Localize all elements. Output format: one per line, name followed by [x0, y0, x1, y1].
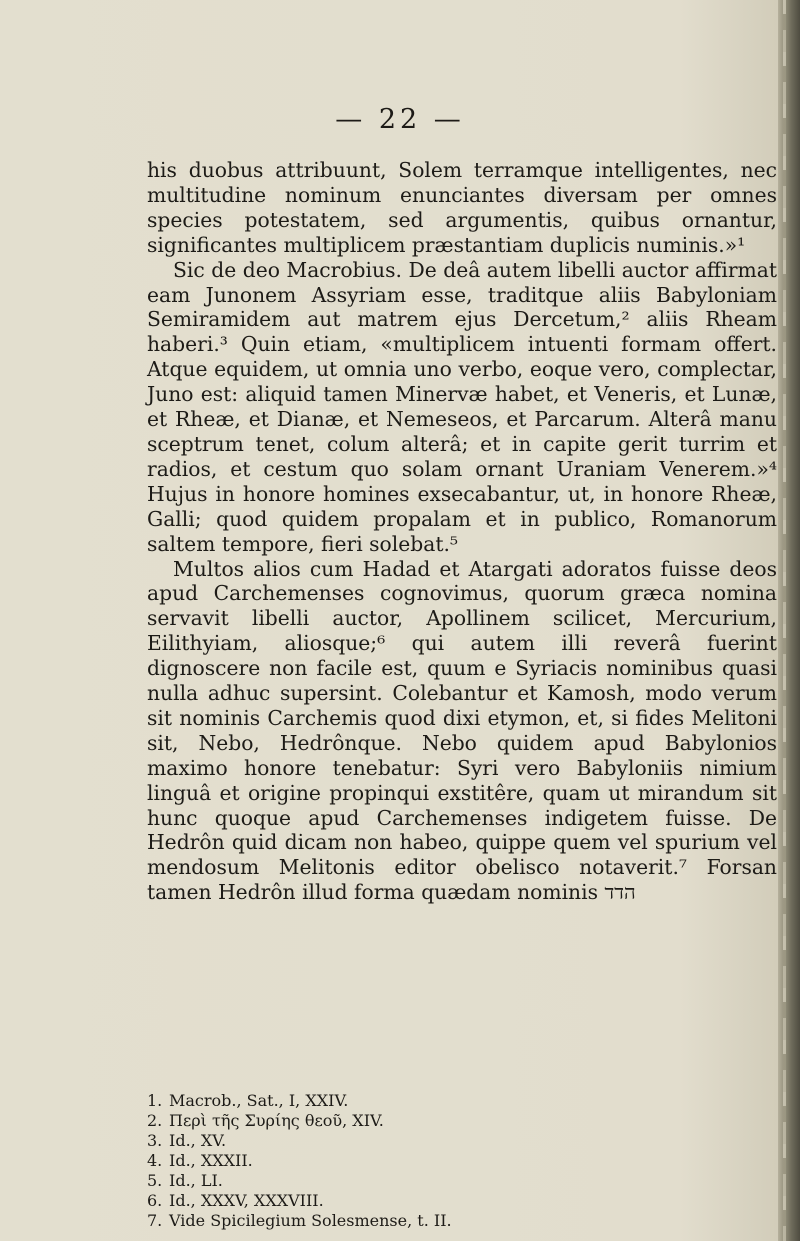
- book-binding-edge: [778, 0, 800, 1241]
- footnote-number: 1.: [147, 1091, 163, 1110]
- footnote-1: [147, 1091, 707, 1111]
- footnote-text: Περὶ τῆς Συρίης θεοῦ, XIV.: [169, 1111, 384, 1130]
- footnote-5: [147, 1171, 707, 1191]
- footnote-number: 4.: [147, 1151, 163, 1170]
- footnote-text: Id., XXXII.: [169, 1151, 253, 1170]
- paragraph-3: Multos alios cum Hadad et Atargati adoratos fuisse deos apud Carchemenses cognovimus, quorum græca nomina servavit libelli auctor, Apollinem scilicet, Mercurium, Eilithyiam, aliosque;⁶ qui autem illi reverâ fuerint dignoscere non facile est, quum e Syriacis nominibus quasi nulla adhuc supersint. Colebantur et Kamosh, modo verum sit nominis Carchemis quod dixi etymon, et, si fides Melitoni sit, Nebo, Hedrônque. Nebo quidem apud Babylonios maximo honore tenebatur: Syri vero Babyloniis nimium linguâ et origine propinqui exstitêre, quam ut mirandum sit hunc quoque apud Carchemenses indigetem fuisse. De Hedrôn quid dicam non habeo, quippe quem vel spurium vel mendosum Melitonis editor obelisco notaverit.⁷ Forsan tamen Hedrôn illud forma quædam nominis הדד: [147, 556, 777, 905]
- footnote-7: [147, 1211, 707, 1231]
- footnotes: [147, 1091, 707, 1231]
- footnote-4: [147, 1151, 707, 1171]
- footnote-text: Macrob., Sat., I, XXIV.: [169, 1091, 349, 1110]
- footnote-2: [147, 1111, 707, 1131]
- page-number: — 22 —: [335, 104, 465, 135]
- footnote-6: [147, 1191, 707, 1211]
- paragraph-1: his duobus attribuunt, Solem terramque intelligentes, nec multitudine nominum enunciantes diversam per omnes species potestatem, sed argumentis, quibus ornantur, significantes multiplicem præstantiam duplicis numinis.»¹: [147, 158, 777, 257]
- footnote-text: Id., XXXV, XXXVIII.: [169, 1191, 324, 1210]
- footnote-3: [147, 1131, 707, 1151]
- footnote-number: 7.: [147, 1211, 163, 1230]
- footnote-number: 2.: [147, 1111, 163, 1130]
- footnote-number: 6.: [147, 1191, 163, 1210]
- body-text: [147, 158, 777, 905]
- footnote-number: 5.: [147, 1171, 163, 1190]
- footnote-number: 3.: [147, 1131, 163, 1150]
- footnote-text: Vide Spicilegium Solesmense, t. II.: [169, 1211, 452, 1230]
- paragraph-2: Sic de deo Macrobius. De deâ autem libelli auctor affirmat eam Junonem Assyriam esse, traditque aliis Babyloniam Semiramidem aut matrem ejus Dercetum,² aliis Rheam haberi.³ Quin etiam, «multiplicem intuenti formam offert. Atque equidem, ut omnia uno verbo, eoque vero, complectar, Juno est: aliquid tamen Minervæ habet, et Veneris, et Lunæ, et Rheæ, et Dianæ, et Nemeseos, et Parcarum. Alterâ manu sceptrum tenet, colum alterâ; et in capite gerit turrim et radios, et cestum quo solam ornant Uraniam Venerem.»⁴ Hujus in honore homines exsecabantur, ut, in honore Rheæ, Galli; quod quidem propalam et in publico, Romanorum saltem tempore, fieri solebat.⁵: [147, 257, 777, 556]
- footnote-text: Id., LI.: [169, 1171, 223, 1190]
- footnote-text: Id., XV.: [169, 1131, 227, 1150]
